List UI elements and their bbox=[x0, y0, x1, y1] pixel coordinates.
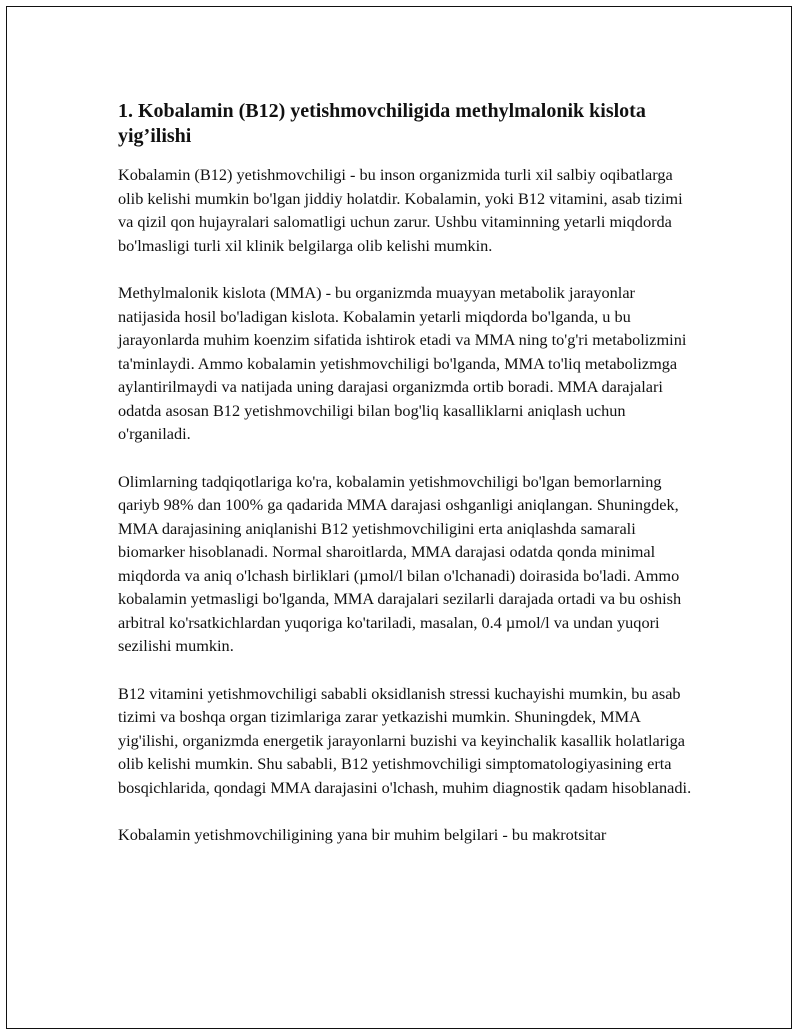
document-body bbox=[118, 99, 696, 871]
paragraph-intro: Kobalamin (B12) yetishmovchiligi - bu inson organizmida turli xil salbiy oqibatlarga olib kelishi mumkin bo'lgan jiddiy holatdir. Kobalamin, yoki B12 vitamini, asab tizimi va qizil qon hujayralari salomatligi uchun zarur. Ushbu vitaminning yetarli miqdorda bo'lmasligi turli xil klinik belgilarga olib kelishi mumkin. bbox=[118, 165, 683, 255]
paragraph-oxidative-stress: B12 vitamini yetishmovchiligi sababli oksidlanish stressi kuchayishi mumkin, bu asab tizimi va boshqa organ tizimlariga zarar yetkazishi mumkin. Shuningdek, MMA yig'ilishi, organizmda energetik jarayonlarni buzishi va keyinchalik kasallik holatlariga olib kelishi mumkin. Shu sababli, B12 yetishmovchiligi simptomatologiyasining erta bosqichlarida, qondagi MMA darajasini o'lchash, muhim diagnostik qadam hisoblanadi. bbox=[118, 683, 692, 797]
section-title: 1. Kobalamin (B12) yetishmovchiligida methylmalonik kislota yig’ilishi bbox=[118, 100, 646, 147]
page-frame bbox=[6, 6, 792, 1029]
paragraph-continued: Kobalamin yetishmovchiligining yana bir muhim belgilari - bu makrotsitar bbox=[118, 825, 607, 844]
paragraph-mma-definition: Methylmalonik kislota (MMA) - bu organizmda muayyan metabolik jarayonlar natijasida hosil bo'ladigan kislota. Kobalamin yetarli miqdorda bo'lganda, u bu jarayonlarda muhim koenzim sifatida ishtirok etadi va MMA ning to'g'ri metabolizmini ta'minlaydi. Ammo kobalamin yetishmovchiligi bo'lganda, MMA to'liq metabolizmga aylantirilmaydi va natijada uning darajasi organizmda ortib boradi. MMA darajalari odatda asosan B12 yetishmovchiligi bilan bog'liq kasalliklarni aniqlash uchun o'rganiladi. bbox=[118, 283, 687, 443]
paragraph-research: Olimlarning tadqiqotlariga ko'ra, kobalamin yetishmovchiligi bo'lgan bemorlarning qariyb 98% dan 100% ga qadarida MMA darajasi oshganligi aniqlangan. Shuningdek, MMA darajasining aniqlanishi B12 yetishmovchiligini erta aniqlashda samarali biomarker hisoblanadi. Normal sharoitlarda, MMA darajasi odatda qonda minimal miqdorda va aniq o'lchash birliklari (µmol/l bilan o'lchanadi) doirasida bo'ladi. Ammo kobalamin yetmasligi bo'lganda, MMA darajalari sezilarli darajada ortadi va bu oshish arbitral ko'rsatkichlardan yuqoriga ko'tariladi, masalan, 0.4 µmol/l va undan yuqori sezilishi mumkin. bbox=[118, 471, 682, 655]
